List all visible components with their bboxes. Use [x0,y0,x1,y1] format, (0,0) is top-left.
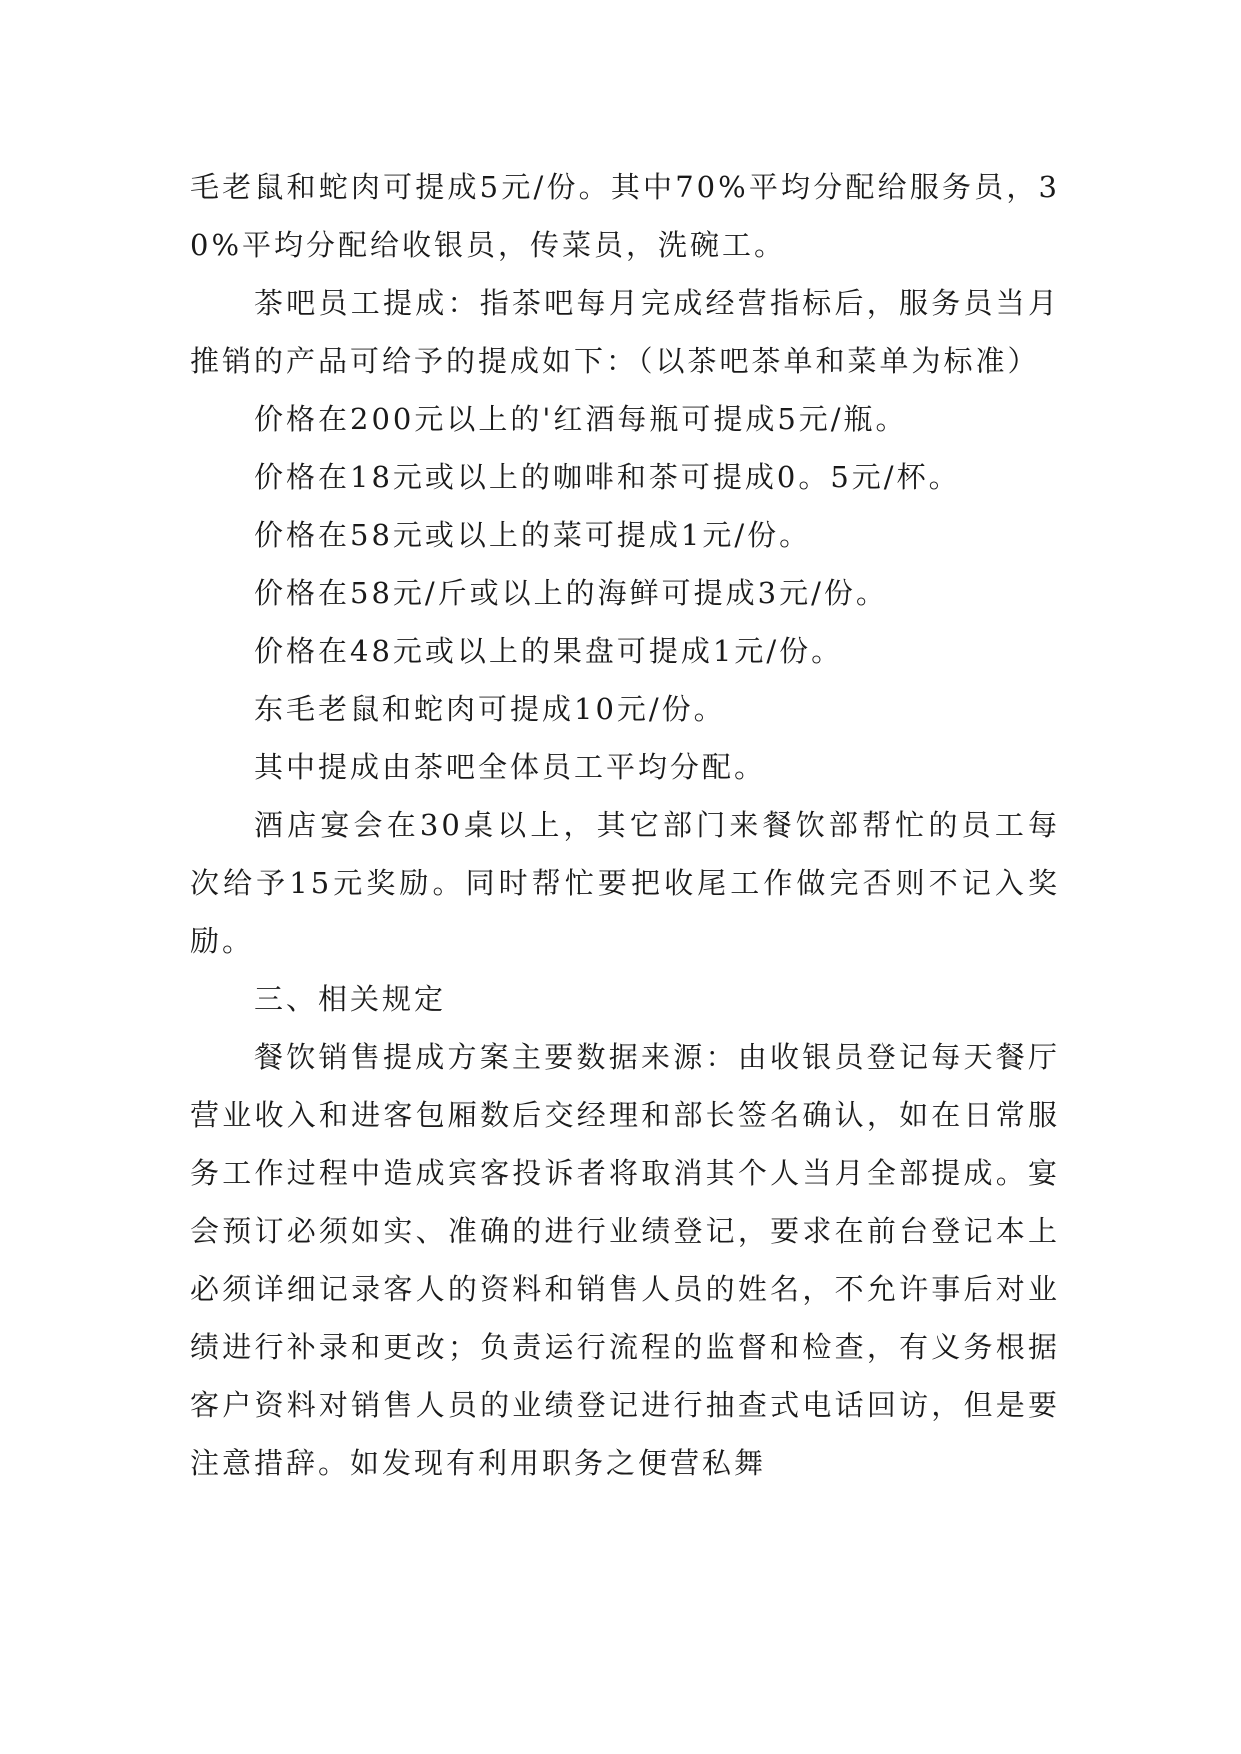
paragraph-seafood: 价格在58元/斤或以上的海鲜可提成3元/份。 [254,576,888,610]
paragraph-banquet-reward: 酒店宴会在30桌以上，其它部门来餐饮部帮忙的员工每次给予15元奖励。同时帮忙要把收尾工作做完否则不记入奖励。 [190,808,1060,958]
paragraph-coffee-tea: 价格在18元或以上的咖啡和茶可提成0。5元/杯。 [254,460,961,494]
paragraph-tea-bar-commission: 茶吧员工提成：指茶吧每月完成经营指标后，服务员当月推销的产品可给予的提成如下：（以茶吧茶单和菜单为标准） [190,286,1060,378]
paragraph-snake-meat: 东毛老鼠和蛇肉可提成10元/份。 [254,692,726,726]
paragraph-distribution: 其中提成由茶吧全体员工平均分配。 [254,750,767,784]
paragraph-regulations: 餐饮销售提成方案主要数据来源：由收银员登记每天餐厅营业收入和进客包厢数后交经理和部长签名确认，如在日常服务工作过程中造成宾客投诉者将取消其个人当月全部提成。宴会预订必须如实、准确的进行业绩登记，要求在前台登记本上必须详细记录客人的资料和销售人员的姓名，不允许事后对业绩进行补录和更改；负责运行流程的监督和检查，有义务根据客户资料对销售人员的业绩登记进行抽查式电话回访，但是要注意措辞。如发现有利用职务之便营私舞 [190,1040,1060,1480]
section-heading: 三、相关规定 [254,982,447,1016]
paragraph-commission-split: 毛老鼠和蛇肉可提成5元/份。其中70%平均分配给服务员，30%平均分配给收银员，传菜员，洗碗工。 [190,170,1060,262]
paragraph-red-wine: 价格在200元以上的'红酒每瓶可提成5元/瓶。 [254,402,908,436]
paragraph-dishes: 价格在58元或以上的菜可提成1元/份。 [254,518,812,552]
paragraph-fruit-plate: 价格在48元或以上的果盘可提成1元/份。 [254,634,844,668]
document-body [190,158,1060,1492]
